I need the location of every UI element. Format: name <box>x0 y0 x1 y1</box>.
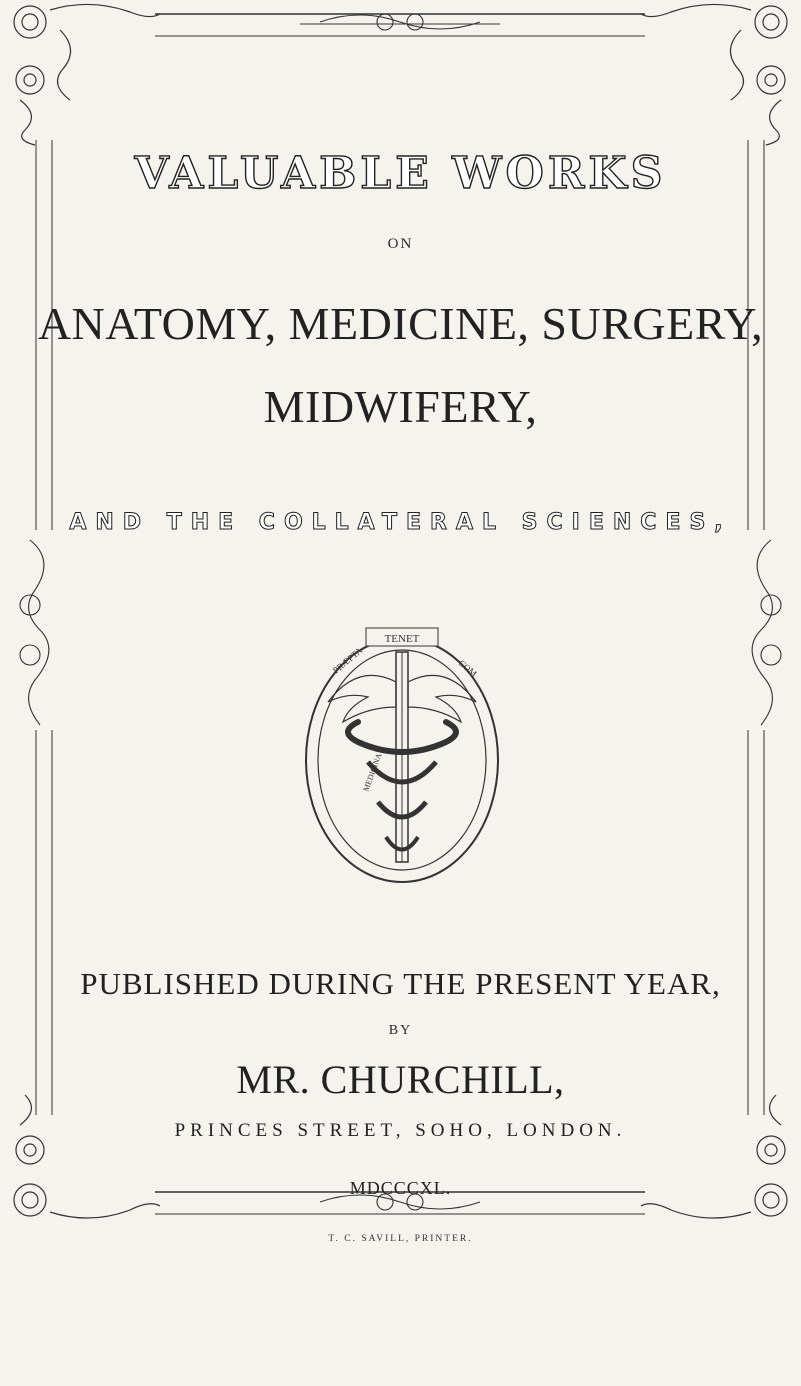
subjects-line-1: ANATOMY, MEDICINE, SURGERY, <box>37 298 764 349</box>
publisher-name: MR. CHURCHILL, <box>236 1057 565 1102</box>
emblem-words-right: COM <box>456 657 479 679</box>
title-heading: VALUABLE WORKS <box>134 148 667 199</box>
corner-ornament-top-right <box>641 4 787 145</box>
subjects-line-3: AND THE COLLATERAL SCIENCES, <box>69 510 732 535</box>
published-line: PUBLISHED DURING THE PRESENT YEAR, <box>80 966 721 1001</box>
top-center-ornament <box>300 14 500 30</box>
right-side-ornament <box>752 540 781 725</box>
left-side-ornament <box>20 540 49 725</box>
printer-credit: T. C. SAVILL, PRINTER. <box>328 1234 473 1244</box>
publisher-address: PRINCES STREET, SOHO, LONDON. <box>174 1120 627 1141</box>
emblem-motto: TENET <box>384 633 420 645</box>
by-label: BY <box>388 1023 413 1038</box>
caduceus-emblem <box>298 622 506 890</box>
emblem-words-left: PRÆPTA <box>330 645 365 676</box>
corner-ornament-bottom-right <box>641 1095 787 1218</box>
subjects-line-2: MIDWIFERY, <box>263 381 538 432</box>
emblem-inner-text: MEDICINA <box>361 752 384 793</box>
corner-ornament-top-left <box>14 4 160 145</box>
publication-date: MDCCCXL. <box>349 1178 452 1198</box>
on-label: ON <box>387 236 414 252</box>
